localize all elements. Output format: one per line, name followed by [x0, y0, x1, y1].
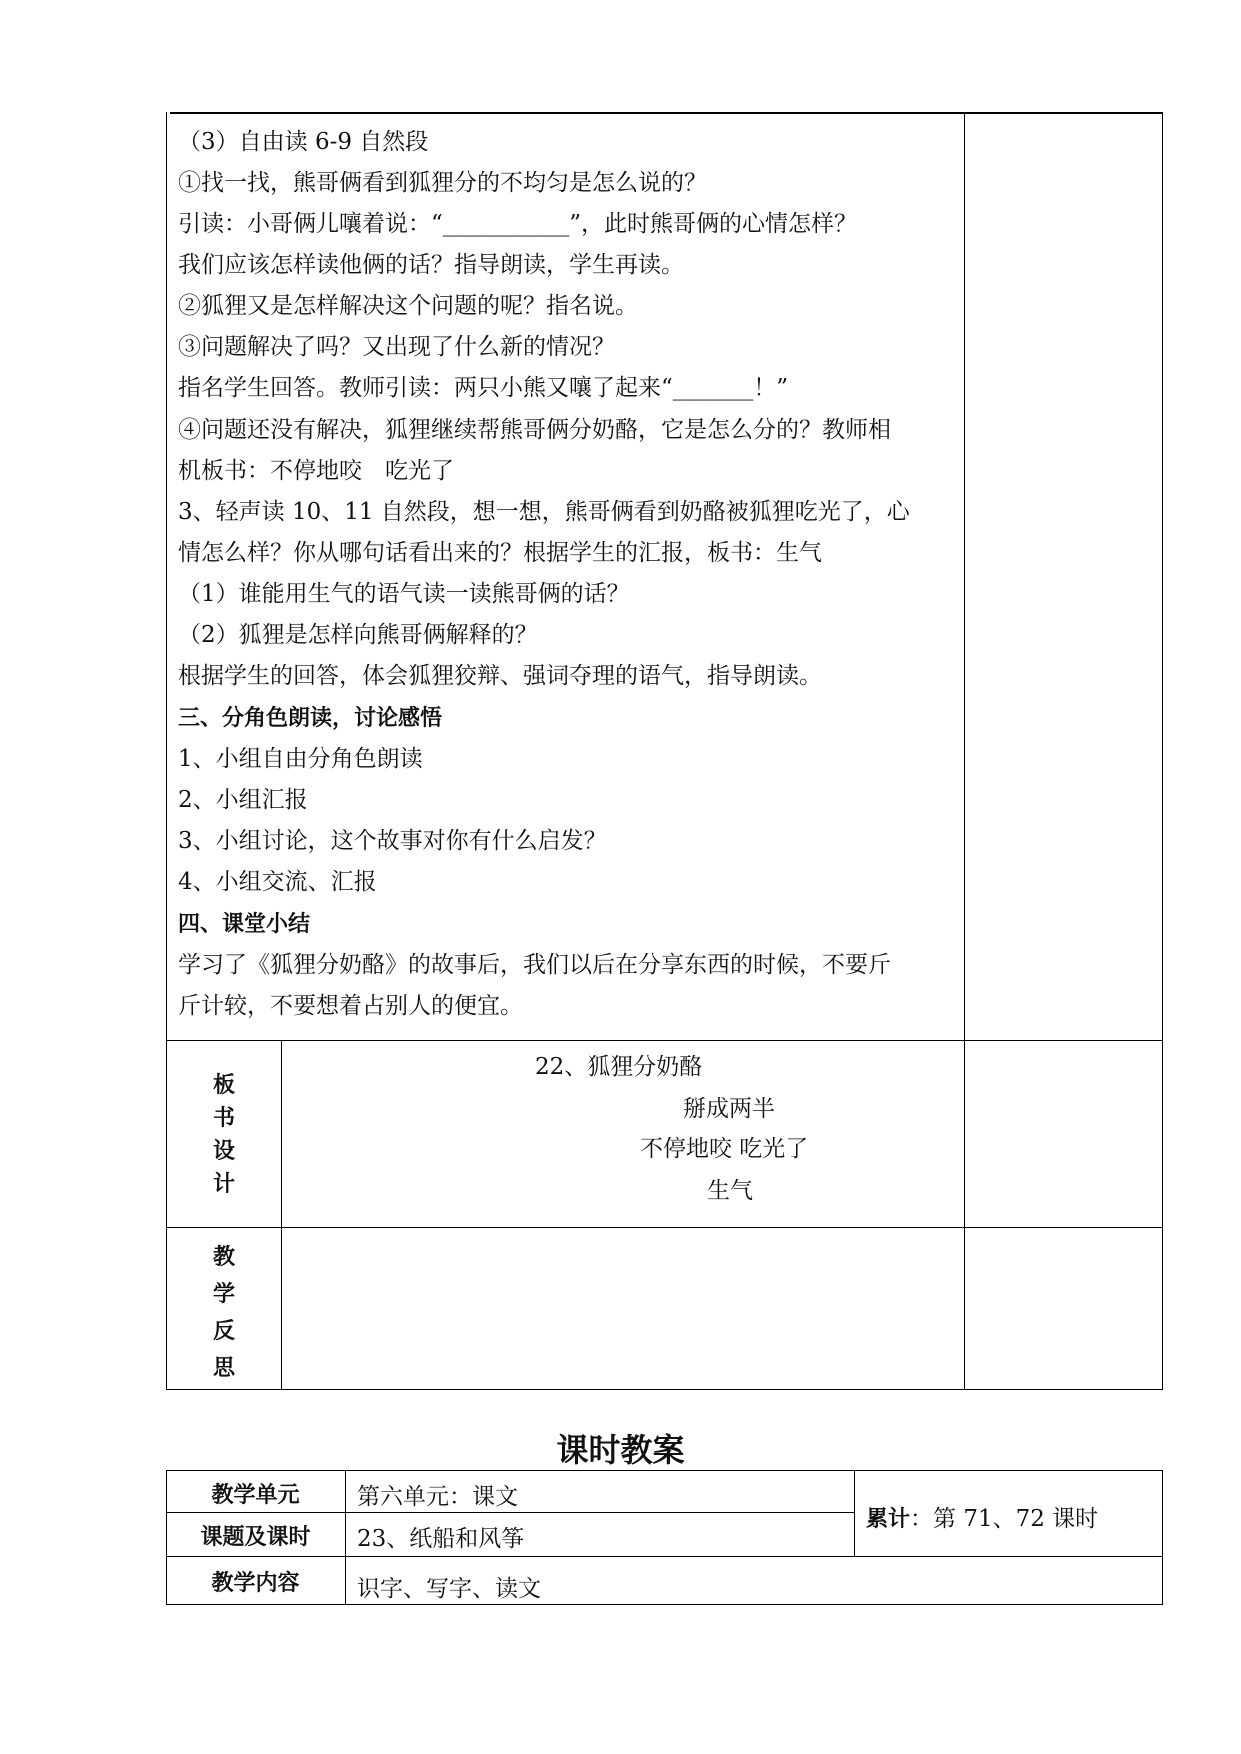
- body-line: ③问题解决了吗？又出现了什么新的情况？: [178, 334, 615, 360]
- plan-label-divider: [345, 1470, 346, 1605]
- body-line: 4、小组交流、汇报: [178, 869, 377, 895]
- lesson-plan-heading: 课时教案: [556, 1431, 685, 1469]
- board-label-char: 设: [212, 1139, 235, 1164]
- reflection-row-top-border: [166, 1227, 1163, 1228]
- body-line: ①找一找，熊哥俩看到狐狸分的不均匀是怎么说的？: [178, 170, 707, 196]
- table-right-border: [1162, 112, 1163, 1389]
- body-line: 3、小组讨论，这个故事对你有什么启发？: [178, 828, 607, 854]
- body-line: 情怎么样？你从哪句话看出来的？根据学生的汇报，板书：生气: [178, 540, 822, 566]
- board-line: 生气: [707, 1178, 753, 1204]
- body-line: （1）谁能用生气的语气读一读熊哥俩的话？: [178, 581, 630, 607]
- reflection-label-char: 学: [212, 1282, 235, 1307]
- body-line: ②狐狸又是怎样解决这个问题的呢？指名说。: [178, 293, 638, 319]
- reflection-label-char: 反: [212, 1319, 235, 1344]
- cumulative-label: 累计: [866, 1507, 911, 1532]
- label-column-divider: [281, 1040, 282, 1389]
- plan-row-divider: [166, 1556, 1163, 1557]
- body-line: ④问题还没有解决，狐狸继续帮熊哥俩分奶酪，它是怎么分的？教师相: [178, 417, 891, 443]
- plan-cumulative-divider: [854, 1470, 855, 1557]
- board-label-char: 书: [212, 1106, 235, 1131]
- content-value: 识字、写字、读文: [357, 1576, 541, 1602]
- body-line: （2）狐狸是怎样向熊哥俩解释的？: [178, 622, 538, 648]
- board-label-char: 板: [212, 1073, 235, 1098]
- reflection-label-char: 思: [212, 1356, 235, 1381]
- notes-column-divider: [964, 112, 965, 1389]
- board-row-top-border: [166, 1040, 1163, 1041]
- section-heading: 三、分角色朗读，讨论感悟: [178, 706, 443, 731]
- body-line: 学习了《狐狸分奶酪》的故事后，我们以后在分享东西的时候，不要斤: [178, 952, 891, 978]
- unit-label: 教学单元: [211, 1483, 300, 1508]
- body-line: 根据学生的回答，体会狐狸狡辩、强词夺理的语气，指导朗读。: [178, 663, 822, 689]
- body-line: 2、小组汇报: [178, 787, 308, 813]
- body-line: （3）自由读 6-9 自然段: [178, 129, 429, 155]
- body-line: 引读：小哥俩儿嚷着说：“___________”，此时熊哥俩的心情怎样？: [178, 211, 858, 237]
- body-line: 我们应该怎样读他俩的话？指导朗读，学生再读。: [178, 252, 684, 278]
- reflection-label-char: 教: [212, 1245, 235, 1270]
- board-label-char: 计: [212, 1172, 235, 1197]
- table-top-border: [170, 112, 1163, 114]
- section-heading: 四、课堂小结: [178, 912, 311, 937]
- unit-value: 第六单元：课文: [357, 1484, 518, 1510]
- plan-row-divider: [166, 1512, 854, 1513]
- plan-top-border: [166, 1470, 1163, 1471]
- body-line: 机板书：不停地咬 吃光了: [178, 458, 454, 484]
- plan-right-border: [1162, 1470, 1163, 1605]
- cumulative-cell: [866, 1500, 1098, 1533]
- topic-value: 23、纸船和风筝: [357, 1526, 525, 1552]
- board-title: 22、狐狸分奶酪: [535, 1054, 703, 1080]
- board-line: 不停地咬 吃光了: [640, 1136, 809, 1162]
- board-line: 掰成两半: [683, 1096, 775, 1122]
- cumulative-value: ：第 71、72 课时: [910, 1506, 1099, 1532]
- content-label: 教学内容: [211, 1571, 300, 1596]
- plan-bottom-border: [166, 1604, 1163, 1605]
- body-line: 3、轻声读 10、11 自然段，想一想，熊哥俩看到奶酪被狐狸吃光了，心: [178, 499, 910, 525]
- body-line: 指名学生回答。教师引读：两只小熊又嚷了起来“_______！”: [178, 375, 789, 401]
- table-bottom-border: [166, 1389, 1163, 1390]
- topic-label: 课题及课时: [200, 1525, 311, 1550]
- body-line: 斤计较，不要想着占别人的便宜。: [178, 993, 523, 1019]
- table-left-border: [166, 112, 167, 1389]
- body-line: 1、小组自由分角色朗读: [178, 746, 423, 772]
